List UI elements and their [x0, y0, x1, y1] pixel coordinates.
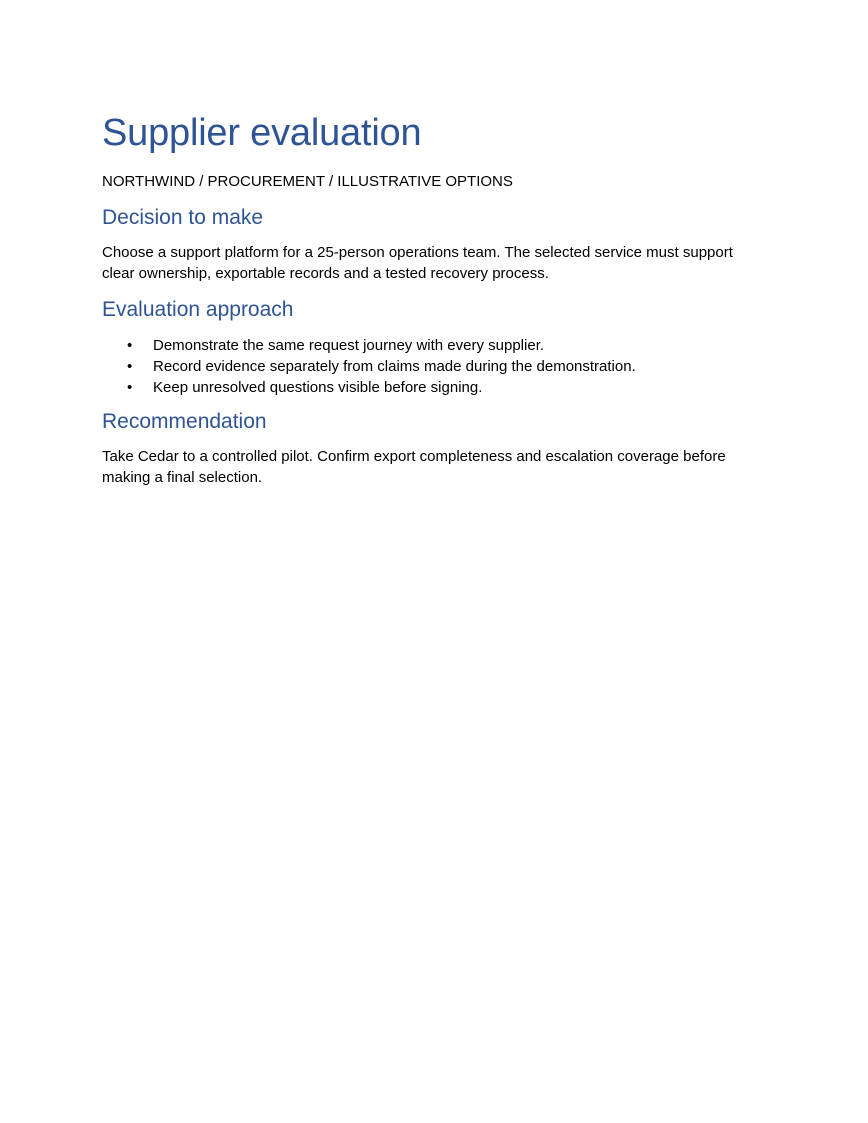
section-heading-decision: Decision to make	[102, 206, 264, 229]
section-body-decision: Choose a support platform for a 25-person operations team. The selected service must support clear ownership, exportable records and a tested recovery process.	[102, 244, 733, 282]
bullet-text: Demonstrate the same request journey with every supplier.	[153, 337, 545, 354]
bullet-icon: •	[127, 358, 133, 375]
bullet-text: Keep unresolved questions visible before signing.	[153, 379, 483, 396]
section-heading-approach: Evaluation approach	[102, 298, 294, 321]
section-body-recommendation: Take Cedar to a controlled pilot. Confirm export completeness and escalation coverage before making a final selection.	[102, 448, 726, 486]
list-item	[102, 335, 636, 356]
bullet-icon: •	[127, 379, 133, 396]
document-subtitle: NORTHWIND / PROCUREMENT / ILLUSTRATIVE OPTIONS	[102, 173, 513, 190]
list-item	[102, 356, 636, 377]
bullet-icon: •	[127, 337, 133, 354]
document-title: Supplier evaluation	[102, 112, 422, 154]
bullet-text: Record evidence separately from claims made during the demonstration.	[153, 358, 636, 375]
approach-bullet-list	[102, 335, 636, 398]
list-item	[102, 377, 636, 398]
section-heading-recommendation: Recommendation	[102, 410, 267, 433]
